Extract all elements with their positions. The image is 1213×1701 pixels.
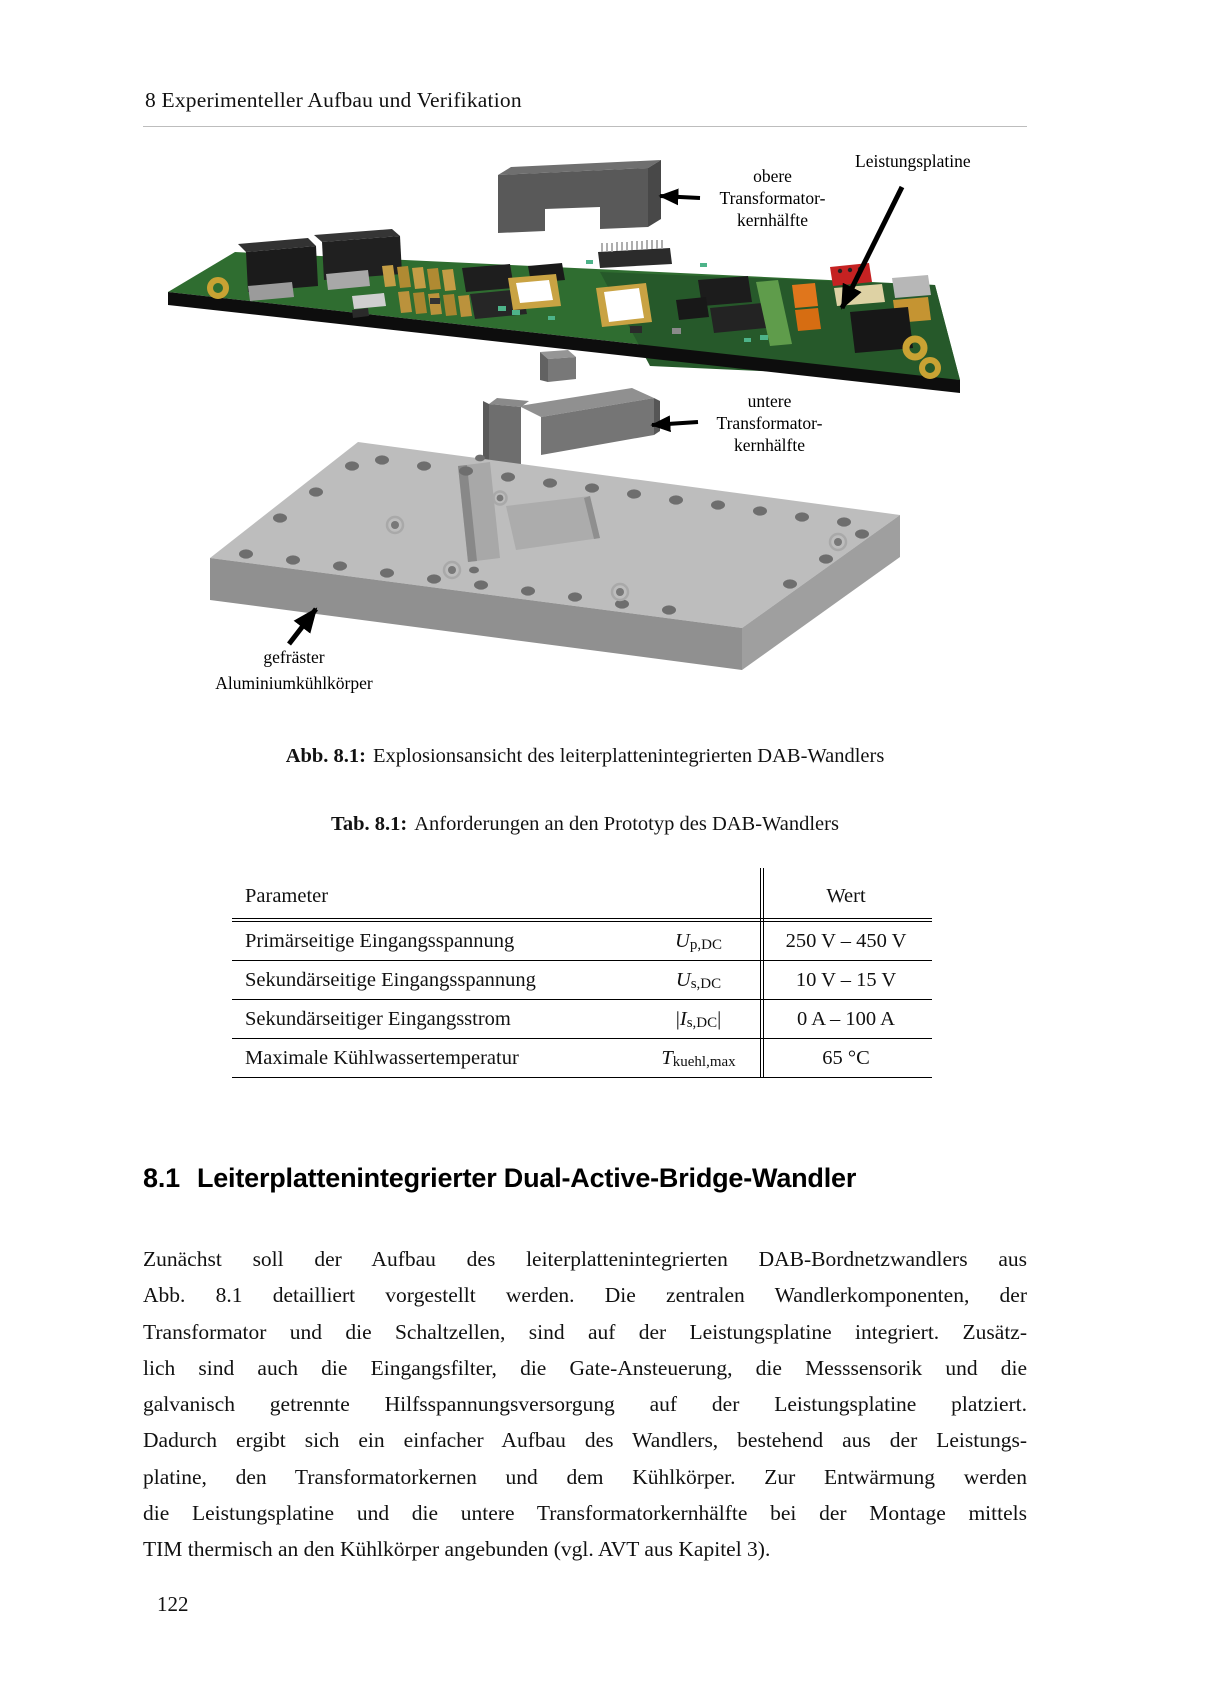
upper-core-3d [498,160,661,233]
heatsink-label [190,644,398,696]
body-line: die Leistungsplatine und die untere Transformatorkernhälfte bei der Montage mittels [143,1501,1027,1526]
body-paragraph [143,1241,1027,1568]
symbol-base: T [661,1047,673,1069]
symbol-cell [637,961,760,999]
table-caption [143,813,1027,836]
table-row [232,1000,932,1039]
lower-core-label-line1: untere [747,391,792,411]
symbol-subscript: kuehl,max [672,1054,736,1070]
value-cell: 250 V – 450 V [785,930,907,952]
table-row [232,1039,932,1078]
table-double-vertical-rule [760,868,764,1078]
table-header-row [232,868,932,918]
symbol-close: | [717,1008,722,1030]
figure-caption-label: Abb. 8.1: [285,745,367,767]
body-line: galvanisch getrennte Hilfsspannungsversorgung auf der Leistungsplatine platziert. [143,1392,1027,1417]
table-row [232,922,932,961]
upper-core-label-line1: obere [753,166,792,186]
value-cell: 65 °C [822,1047,870,1069]
symbol-open: | [675,1008,680,1030]
symbol-subscript: s,DC [686,1015,718,1031]
body-line: Transformator und die Schaltzellen, sind auf der Leistungsplatine integriert. Zusätz- [143,1319,1027,1344]
requirements-table [232,868,932,1078]
body-line: Abb. 8.1 detailliert vorgestellt werden. Die zentralen Wandlerkomponenten, der [143,1283,1027,1308]
parameter-cell: Maximale Kühlwassertemperatur [245,1047,519,1069]
figure-exploded-view [0,130,1213,730]
parameter-cell: Sekundärseitiger Eingangsstrom [245,1008,511,1030]
heatsink-3d [210,442,900,670]
symbol-subscript: p,DC [689,937,722,953]
symbol-base: U [675,930,690,952]
table-row [232,961,932,1000]
upper-core-label-line2: Transformator- [719,188,826,208]
table-caption-label: Tab. 8.1: [331,813,408,835]
lower-core-3d [483,350,660,466]
table-caption-text: Anforderungen an den Prototyp des DAB-Wandlers [414,813,839,835]
symbol-cell [637,1000,760,1038]
heatsink-label-line1: gefräster [263,647,325,667]
symbol-cell [637,922,760,960]
body-line: platine, den Transformatorkernen und dem Kühlkörper. Zur Entwärmung werden [143,1464,1027,1489]
upper-core-label [705,165,840,231]
parameter-cell: Sekundärseitige Eingangsspannung [245,969,536,991]
heatsink-label-line2: Aluminiumkühlkörper [215,673,373,693]
section-title: Leiterplattenintegrierter Dual-Active-Bridge-Wandler [196,1163,857,1193]
lower-core-label-line2: Transformator- [716,413,823,433]
chapter-header: 8 Experimenteller Aufbau und Verifikation [145,88,522,112]
exploded-view-drawing [0,130,1213,730]
value-cell: 0 A – 100 A [797,1008,895,1030]
body-line: Zunächst soll der Aufbau des leiterplattenintegrierten DAB-Bordnetzwandlers aus [143,1247,1027,1271]
section-heading [143,1163,856,1194]
parameter-cell: Primärseitige Eingangsspannung [245,930,515,952]
power-board-label: Leistungsplatine [855,151,971,171]
figure-caption [143,745,1027,768]
lower-core-label-line3: kernhälfte [734,435,805,455]
body-line: lich sind auch die Eingangsfilter, die Gate-Ansteuerung, die Messsensorik und die [143,1355,1027,1380]
lower-core-label [702,390,837,456]
figure-caption-text: Explosionsansicht des leiterplattenintegrierten DAB-Wandlers [373,745,885,767]
heatsink-arrow [289,609,316,644]
section-number: 8.1 [143,1163,180,1193]
upper-core-arrow [660,196,700,198]
value-cell: 10 V – 15 V [795,969,897,991]
symbol-base: U [675,969,691,991]
header-rule [143,126,1027,127]
table-header-value: Wert [826,885,866,907]
table-header-parameter: Parameter [245,885,329,907]
body-line: Dadurch ergibt sich ein einfacher Aufbau des Wandlers, bestehend aus der Leistungs- [143,1428,1027,1453]
body-line: TIM thermisch an den Kühlkörper angebunden (vgl. AVT aus Kapitel 3). [143,1537,771,1562]
page-number: 122 [157,1592,189,1616]
upper-core-label-line3: kernhälfte [737,210,808,230]
symbol-subscript: s,DC [690,976,722,992]
symbol-cell [637,1039,760,1077]
symbol-base: I [679,1008,687,1030]
